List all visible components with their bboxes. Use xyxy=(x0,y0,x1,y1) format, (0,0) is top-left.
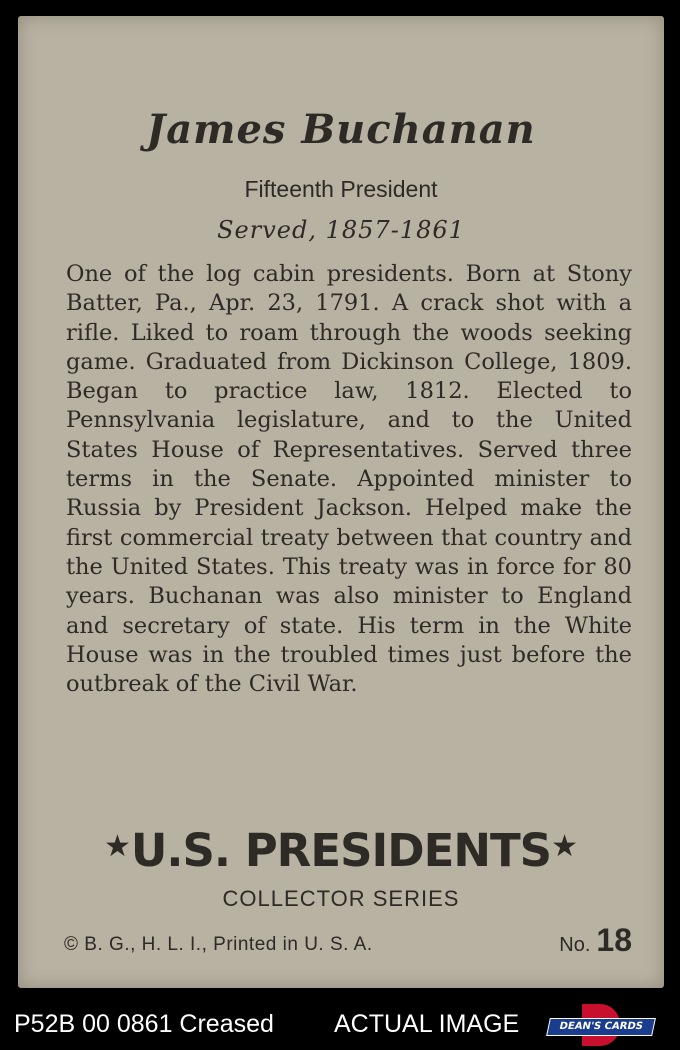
biography-text: One of the log cabin presidents. Born at Stony Batter, Pa., Apr. 23, 1791. A crack shot with a rifle. Liked to roam through the woods seeking game. Graduated from Dickinson College, 1809. Began to practice law, 1812. Elected to Pennsylvania legislature, and to the United States House of Representatives. Served three terms in the Senate. Appointed minister to Russia by President Jackson. Helped make the first commercial treaty between that country and the United States. This treaty was in force for 80 years. Buchanan was also minister to England and secretary of state. His term in the White House was in the troubled times just before the outbreak of the Civil War. xyxy=(66,261,632,698)
star-icon: ★ xyxy=(103,829,131,864)
series-subtitle: COLLECTOR SERIES xyxy=(222,886,460,911)
copyright-line: © B. G., H. L. I., Printed in U. S. A. xyxy=(64,934,373,955)
actual-image-label: ACTUAL IMAGE xyxy=(334,1010,520,1038)
deans-cards-logo xyxy=(548,1004,652,1046)
listing-footer xyxy=(0,1000,680,1050)
card-number xyxy=(559,922,632,959)
president-ordinal: Fifteenth President xyxy=(244,176,438,202)
listing-condition: P52B 00 0861 Creased xyxy=(14,1010,274,1038)
card-number-label: No. xyxy=(559,934,591,956)
logo-banner: DEAN'S CARDS xyxy=(546,1018,656,1036)
card-back xyxy=(18,16,664,988)
card-number-value: 18 xyxy=(596,922,632,958)
president-name: James Buchanan xyxy=(146,106,536,153)
star-icon: ★ xyxy=(551,829,578,864)
served-years: Served, 1857-1861 xyxy=(217,216,465,244)
series-title-text: U.S. PRESIDENTS xyxy=(130,824,552,877)
series-title xyxy=(18,824,664,877)
